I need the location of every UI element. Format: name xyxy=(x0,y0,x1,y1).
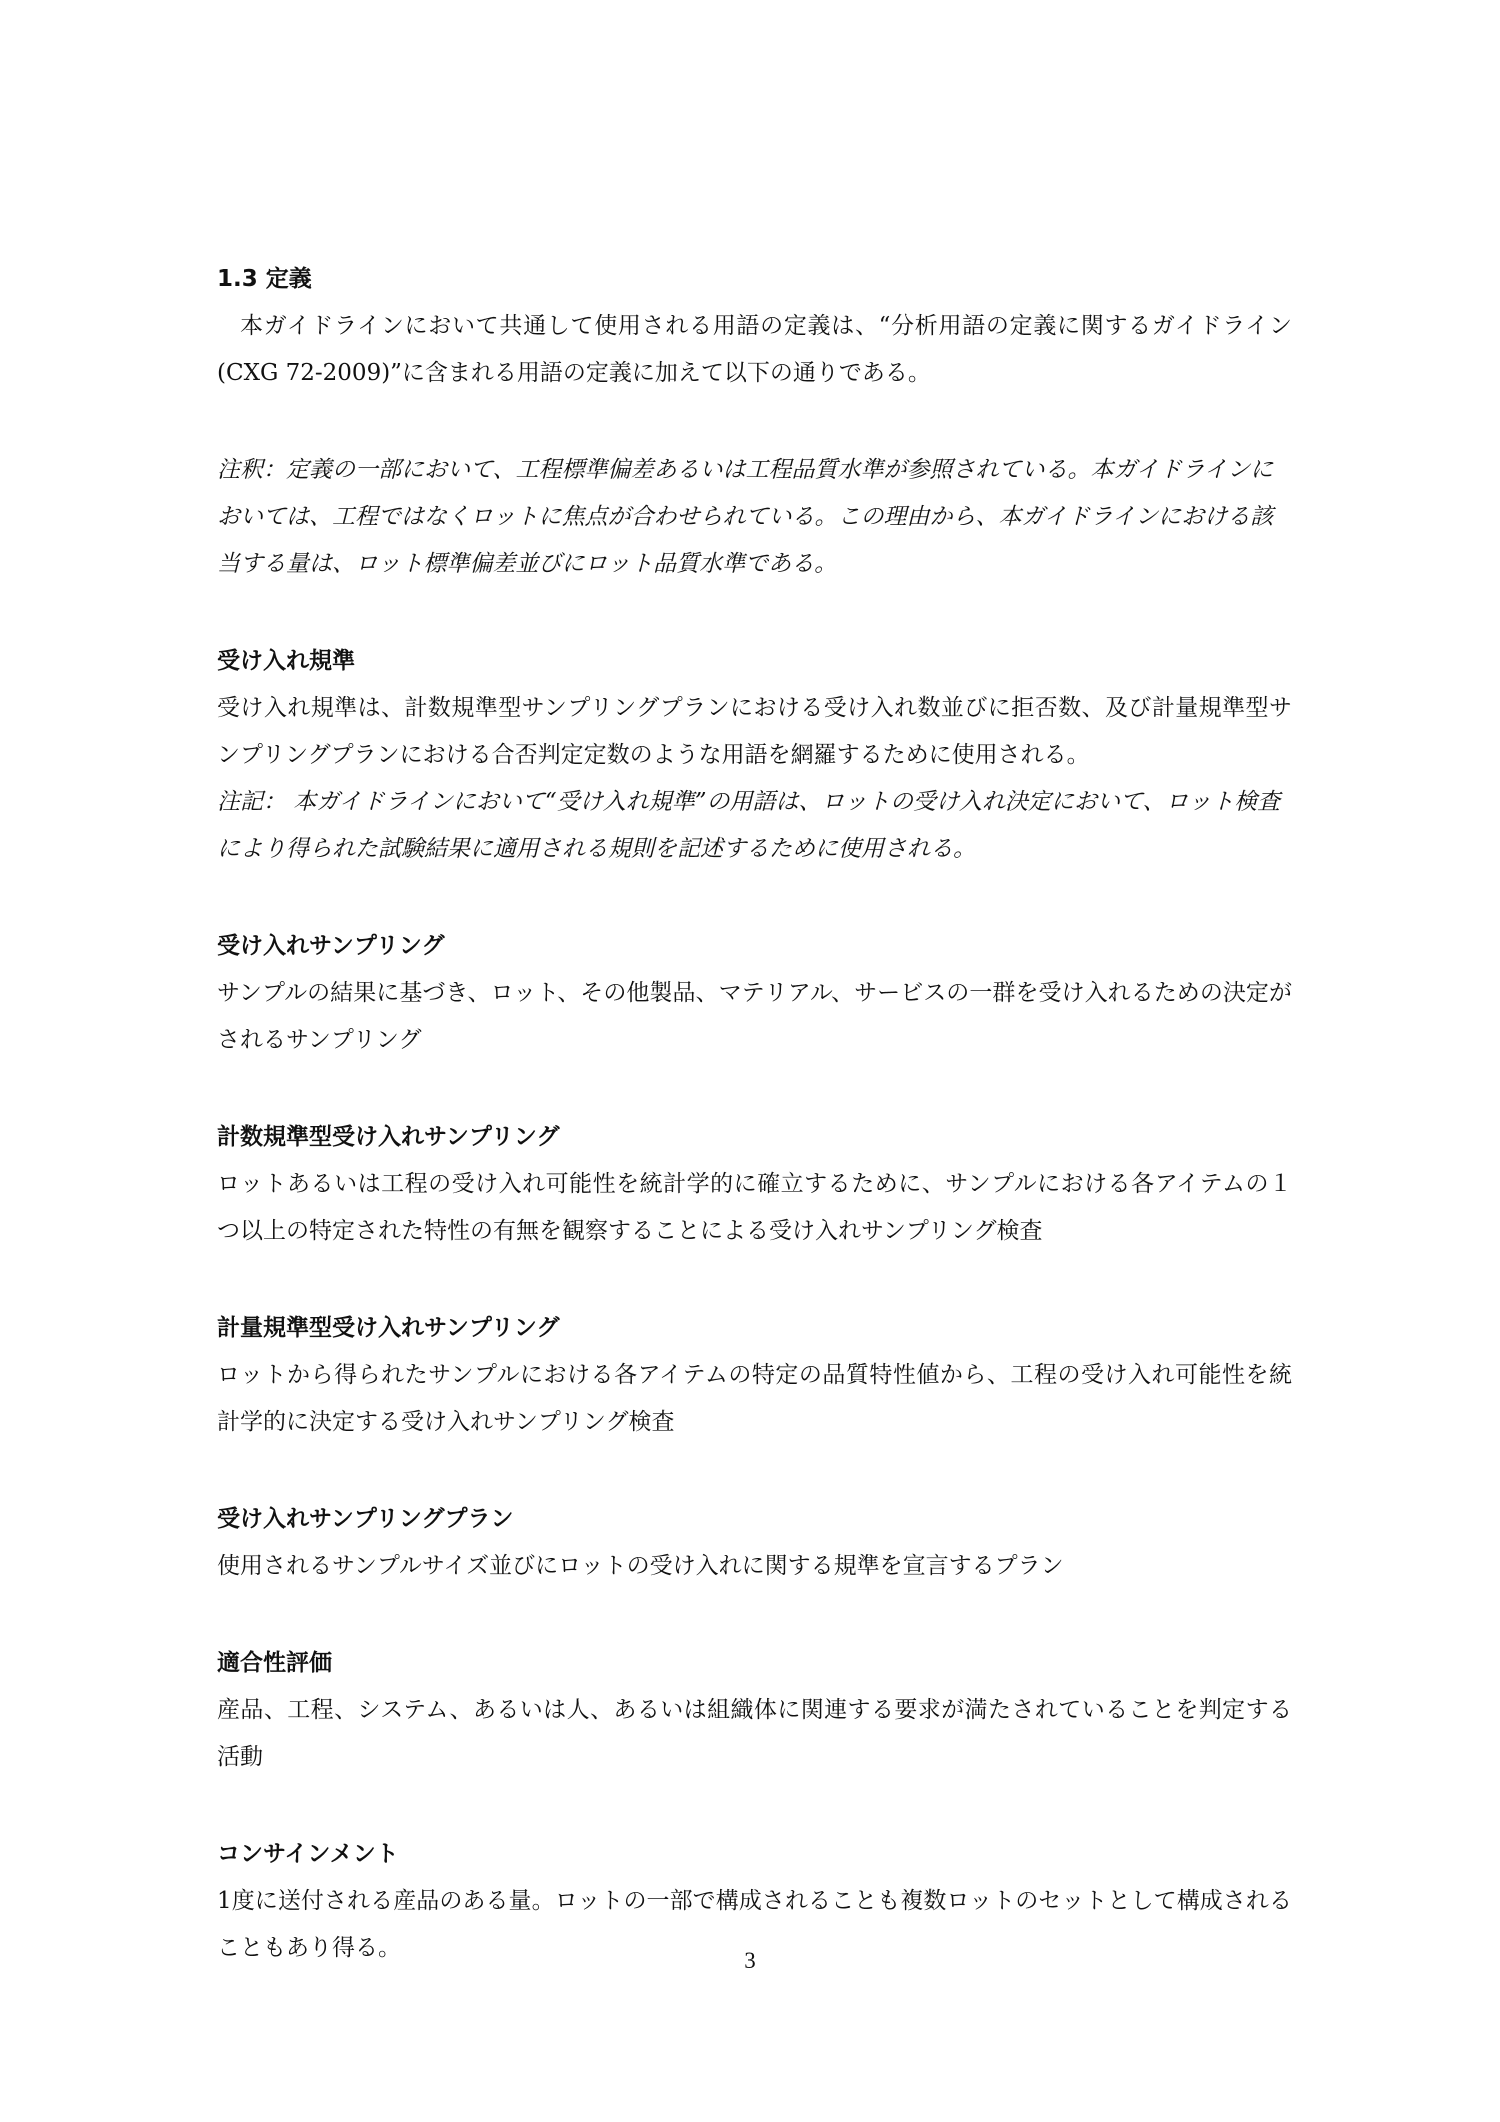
definition-text: ロットから得られたサンプルにおける各アイテムの特定の品質特性値から、工程の受け入れ可能性を統計学的に決定する受け入れサンプリング検査 xyxy=(217,1362,1292,1435)
definition-term: 計量規準型受け入れサンプリング xyxy=(217,1315,560,1341)
definition-text: 産品、工程、システム、あるいは人、あるいは組織体に関連する要求が満たされていることを判定する活動 xyxy=(217,1697,1292,1770)
definition-text: 1度に送付される産品のある量。ロットの一部で構成されることも複数ロットのセットとして構成されることもあり得る。 xyxy=(217,1888,1292,1961)
spacer xyxy=(217,1255,1292,1305)
definition-note: 注記： 本ガイドラインにおいて“受け入れ規準”の用語は、ロットの受け入れ決定において、ロット検査により得られた試験結果に適用される規則を記述するために使用される。 xyxy=(217,789,1281,862)
page-number: 3 xyxy=(744,1948,756,1973)
definition-text: ロットあるいは工程の受け入れ可能性を統計学的に確立するために、サンプルにおける各アイテムの１つ以上の特定された特性の有無を観察することによる受け入れサンプリング検査 xyxy=(217,1171,1292,1244)
document-body xyxy=(217,255,1292,1972)
spacer xyxy=(217,1064,1292,1114)
definition-conformity-assessment xyxy=(217,1640,1292,1781)
section-heading: 1.3 定義 xyxy=(217,266,312,292)
definition-term: 受け入れサンプリングプラン xyxy=(217,1506,514,1532)
definition-text: サンプルの結果に基づき、ロット、その他製品、マテリアル、サービスの一群を受け入れるための決定がされるサンプリング xyxy=(217,980,1292,1053)
definition-term: 受け入れ規準 xyxy=(217,648,355,674)
spacer xyxy=(217,1446,1292,1496)
definition-acceptance-sampling xyxy=(217,923,1292,1064)
definition-term: 計数規準型受け入れサンプリング xyxy=(217,1124,560,1150)
section-intro: 本ガイドラインにおいて共通して使用される用語の定義は、“分析用語の定義に関するガイドライン(CXG 72-2009)”に含まれる用語の定義に加えて以下の通りである。 xyxy=(217,313,1292,386)
definition-attribute-acceptance-sampling xyxy=(217,1114,1292,1255)
definition-acceptance-criteria xyxy=(217,638,1292,873)
spacer xyxy=(217,1781,1292,1831)
definition-term: 受け入れサンプリング xyxy=(217,933,445,959)
definition-variables-acceptance-sampling xyxy=(217,1305,1292,1446)
definition-acceptance-sampling-plan xyxy=(217,1496,1292,1590)
section-note: 注釈：定義の一部において、工程標準偏差あるいは工程品質水準が参照されている。本ガイドラインにおいては、工程ではなくロットに焦点が合わせられている。この理由から、本ガイドラインにおける該当する量は、ロット標準偏差並びにロット品質水準である。 xyxy=(217,457,1274,577)
spacer xyxy=(217,397,1292,447)
spacer xyxy=(217,873,1292,923)
spacer xyxy=(217,588,1292,638)
definition-term: 適合性評価 xyxy=(217,1650,332,1676)
definition-term: コンサインメント xyxy=(217,1841,399,1867)
definition-text: 受け入れ規準は、計数規準型サンプリングプランにおける受け入れ数並びに拒否数、及び計量規準型サンプリングプランにおける合否判定定数のような用語を網羅するために使用される。 xyxy=(217,695,1292,768)
spacer xyxy=(217,1590,1292,1640)
definition-text: 使用されるサンプルサイズ並びにロットの受け入れに関する規準を宣言するプラン xyxy=(217,1553,1064,1579)
